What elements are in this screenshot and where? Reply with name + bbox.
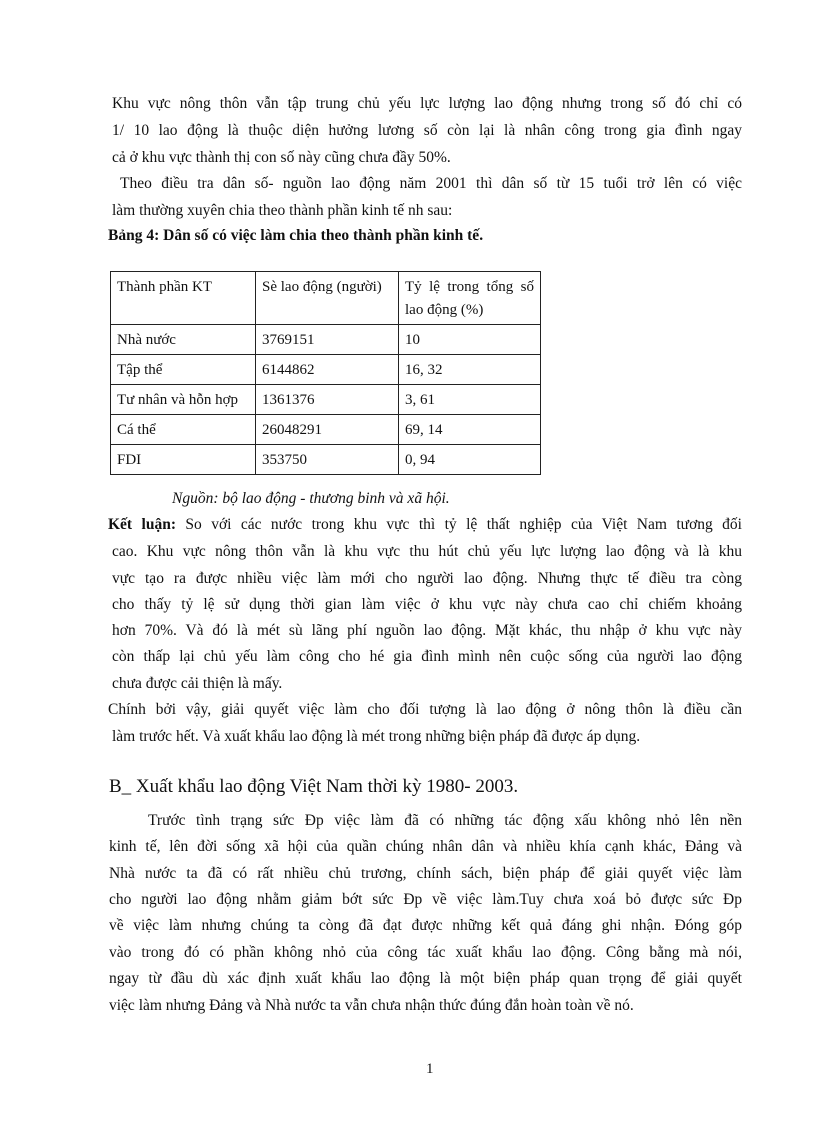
conclusion-label: Kết luận: <box>108 516 176 533</box>
section-b-line-5: về việc làm nhưng chúng ta còng đã đạt được những kết quả đáng ghi nhận. Đóng góp <box>109 917 742 934</box>
table-row <box>111 325 541 355</box>
conclusion-line-4: cho thấy tỷ lệ sử dụng thời gian làm việc ở khu vực này chưa cao chỉ chiếm khoảng <box>112 596 742 613</box>
cell-workers: 26048291 <box>256 415 399 445</box>
table-row <box>111 385 541 415</box>
therefore-line-2: làm trước hết. Và xuất khẩu lao động là mét trong những biện pháp đã được áp dụng. <box>112 728 641 745</box>
cell-sector: Tư nhân và hỗn hợp <box>111 385 256 415</box>
section-b-line-3: Nhà nước ta đã có rất nhiều chủ trương, chính sách, biện pháp để giải quyết việc làm <box>109 865 742 882</box>
table-source: Nguồn: bộ lao động - thương binh và xã hội. <box>172 490 450 507</box>
table-row <box>111 415 541 445</box>
conclusion-line-1 <box>108 517 742 533</box>
cell-workers: 353750 <box>256 445 399 475</box>
table-row <box>111 445 541 475</box>
conclusion-line-6: còn thấp lại chủ yếu làm công cho hé gia đình mình nên cuộc sống của người lao động <box>112 648 742 665</box>
cell-share: 3, 61 <box>399 385 541 415</box>
conclusion-text-1: So với các nước trong khu vực thì tỷ lệ thất nghiệp của Việt Nam tương đối <box>175 516 742 533</box>
conclusion-line-3: vực tạo ra được nhiều việc làm mới cho người lao động. Nhưng thực tế điều tra còng <box>112 570 742 587</box>
section-b-line-1: Trước tình trạng sức Ðp việc làm đã có những tác động xấu không nhỏ lên nền <box>148 812 742 829</box>
cell-workers: 6144862 <box>256 355 399 385</box>
header-cell-share: Tỷ lệ trong tổng số lao động (%) <box>399 272 541 325</box>
page-number: 1 <box>426 1061 434 1077</box>
employment-table <box>110 271 541 475</box>
intro-line-1: Khu vực nông thôn vẫn tập trung chủ yếu lực lượng lao động nhưng trong số đó chỉ có <box>112 95 742 112</box>
cell-sector: Tập thể <box>111 355 256 385</box>
section-b-line-4: cho người lao động nhằm giảm bớt sức Ðp về việc làm.Tuy chưa xoá bỏ được sức Ðp <box>109 891 742 908</box>
section-b-heading: B_ Xuất khẩu lao động Việt Nam thời kỳ 1980- 2003. <box>109 776 519 797</box>
cell-share: 10 <box>399 325 541 355</box>
cell-workers: 3769151 <box>256 325 399 355</box>
cell-share: 16, 32 <box>399 355 541 385</box>
table-header-row <box>111 272 541 325</box>
intro-line-3: cả ở khu vực thành thị con số này cũng chưa đầy 50%. <box>112 149 451 166</box>
conclusion-line-7: chưa được cải thiện là mấy. <box>112 675 283 692</box>
conclusion-line-2: cao. Khu vực nông thôn vẫn là khu vực thu hút chủ yếu lực lượng lao động và là khu <box>112 543 742 560</box>
survey-line-1: Theo điều tra dân số- nguồn lao động năm 2001 thì dân số từ 15 tuổi trở lên có việc <box>120 175 742 192</box>
section-b-line-2: kinh tế, lên đời sống xã hội của quần chúng nhân dân và nhiều khía cạnh khác, Đảng và <box>109 838 742 855</box>
table-row <box>111 355 541 385</box>
cell-sector: Cá thể <box>111 415 256 445</box>
table-title: Bảng 4: Dân số có việc làm chia theo thành phần kinh tế. <box>108 227 484 244</box>
cell-sector: FDI <box>111 445 256 475</box>
section-b-line-8: việc làm nhưng Đảng và Nhà nước ta vẫn chưa nhận thức đúng đắn hoàn toàn về nó. <box>109 997 634 1014</box>
header-cell-sector: Thành phần KT <box>111 272 256 325</box>
therefore-line-1: Chính bởi vậy, giải quyết việc làm cho đối tượng là lao động ở nông thôn là điều cần <box>108 701 742 718</box>
header-cell-workers: Sè lao động (người) <box>256 272 399 325</box>
section-b-line-7: ngay từ đầu dù xác định xuất khẩu lao động là một biện pháp quan trọng để giải quyết <box>109 970 742 987</box>
cell-share: 69, 14 <box>399 415 541 445</box>
conclusion-line-5: hơn 70%. Và đó là mét sù lãng phí nguồn lao động. Mặt khác, thu nhập ở khu vực này <box>112 622 742 639</box>
section-b-line-6: vào trong đó có phần không nhỏ của công tác xuất khẩu lao động. Công bằng mà nói, <box>109 944 742 961</box>
intro-line-2: 1/ 10 lao động là thuộc diện hưởng lương số còn lại là nhân công trong gia đình ngay <box>112 122 742 139</box>
survey-line-2: làm thường xuyên chia theo thành phần kinh tế nh sau: <box>112 202 453 219</box>
cell-sector: Nhà nước <box>111 325 256 355</box>
cell-share: 0, 94 <box>399 445 541 475</box>
cell-workers: 1361376 <box>256 385 399 415</box>
